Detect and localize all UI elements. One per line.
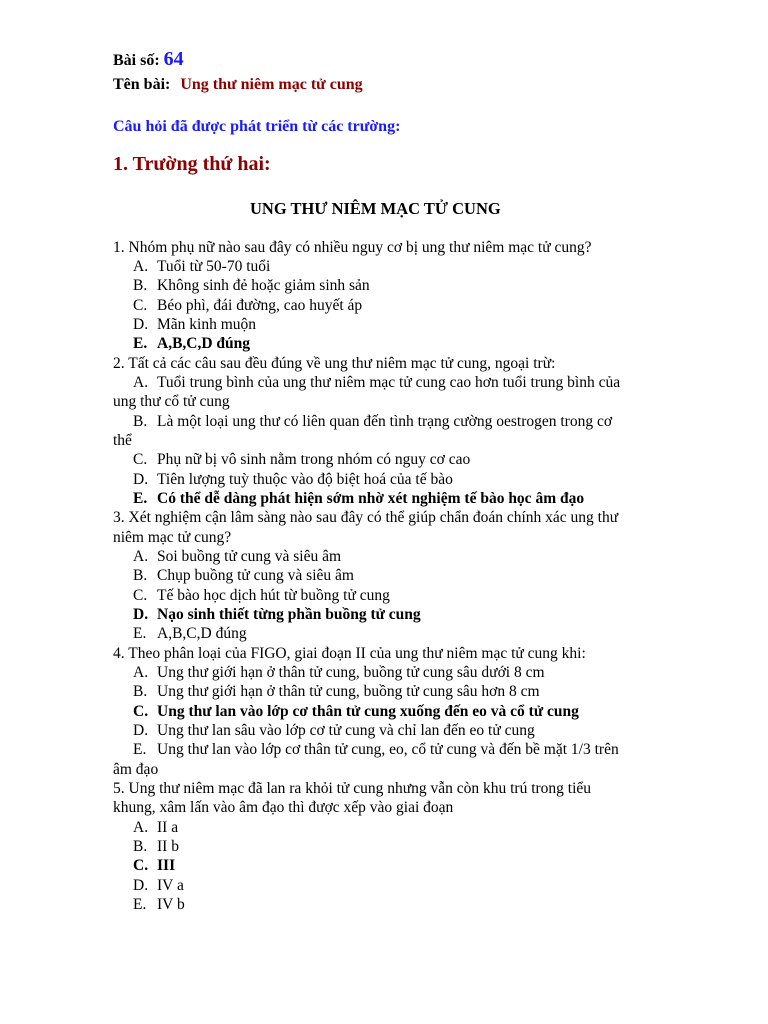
ten-bai-value: Ung thư niêm mạc tử cung (180, 76, 363, 93)
q4-option-d: D. Ung thư lan sâu vào lớp cơ tử cung và chỉ lan đến eo tử cung (133, 722, 535, 739)
q2-option-a: A. Tuổi trung bình của ung thư niêm mạc tử cung cao hơn tuổi trung bình của (133, 374, 621, 391)
ten-bai-line (113, 75, 363, 94)
q3-option-c: C. Tế bào học dịch hút từ buồng tử cung (133, 587, 390, 604)
q1-option-a: A. Tuổi từ 50-70 tuổi (133, 258, 271, 275)
section-heading: 1. Trường thứ hai: (113, 153, 271, 175)
q4-option-e: E. Ung thư lan vào lớp cơ thân tử cung, eo, cổ tử cung và đến bề mặt 1/3 trên (133, 741, 619, 758)
q4-option-e-cont: âm đạo (113, 761, 159, 778)
q2-option-a-cont: ung thư cổ tử cung (113, 393, 230, 410)
q4-option-c: C. Ung thư lan vào lớp cơ thân tử cung xuống đến eo và cổ tử cung (133, 703, 579, 720)
q1-option-d: D. Mãn kinh muộn (133, 316, 257, 333)
q2-option-d: D. Tiên lượng tuỳ thuộc vào độ biệt hoá của tế bào (133, 471, 453, 488)
q3-option-a: A. Soi buồng tử cung và siêu âm (133, 548, 342, 565)
q2-option-e: E. Có thể dễ dàng phát hiện sớm nhờ xét nghiệm tế bào học âm đạo (133, 490, 585, 507)
subtitle: Câu hỏi đã được phát triển từ các trường: (113, 118, 401, 135)
question-3: 3. Xét nghiệm cận lâm sàng nào sau đây có thể giúp chẩn đoán chính xác ung thư (113, 509, 619, 526)
q3-option-b: B. Chụp buồng tử cung và siêu âm (133, 567, 354, 584)
question-5-cont: khung, xâm lấn vào âm đạo thì được xếp vào giai đoạn (113, 799, 454, 816)
q5-option-d: D. IV a (133, 877, 184, 894)
q3-option-e: E. A,B,C,D đúng (133, 625, 247, 642)
question-2: 2. Tất cả các câu sau đều đúng về ung thư niêm mạc tử cung, ngoại trừ: (113, 355, 556, 372)
bai-so-label: Bài số: (113, 52, 160, 69)
q2-option-b-cont: thể (113, 432, 132, 449)
q1-option-b: B. Không sinh đẻ hoặc giảm sinh sản (133, 277, 370, 294)
q4-option-a: A. Ung thư giới hạn ở thân tử cung, buồng tử cung sâu dưới 8 cm (133, 664, 545, 681)
q3-option-d: D. Nạo sinh thiết từng phần buồng tử cung (133, 606, 421, 623)
q2-option-b: B. Là một loại ung thư có liên quan đến tình trạng cường oestrogen trong cơ (133, 413, 613, 430)
q1-option-e: E. A,B,C,D đúng (133, 335, 251, 352)
bai-so-line (113, 50, 184, 70)
q2-option-c: C. Phụ nữ bị vô sinh nằm trong nhóm có nguy cơ cao (133, 451, 471, 468)
q5-option-b: B. II b (133, 838, 179, 855)
question-5: 5. Ung thư niêm mạc đã lan ra khỏi tử cung nhưng vẫn còn khu trú trong tiểu (113, 780, 592, 797)
q5-option-a: A. II a (133, 819, 179, 836)
question-4: 4. Theo phân loại của FIGO, giai đoạn II của ung thư niêm mạc tử cung khi: (113, 645, 586, 662)
question-3-cont: niêm mạc tử cung? (113, 529, 232, 546)
document-title: UNG THƯ NIÊM MẠC TỬ CUNG (250, 199, 501, 218)
q1-option-c: C. Béo phì, đái đường, cao huyết áp (133, 297, 363, 314)
q5-option-e: E. IV b (133, 896, 185, 913)
q4-option-b: B. Ung thư giới hạn ở thân tử cung, buồng tử cung sâu hơn 8 cm (133, 683, 540, 700)
q5-option-c: C. III (133, 857, 176, 874)
bai-so-value: 64 (163, 48, 184, 70)
ten-bai-label: Tên bài: (113, 76, 171, 93)
question-1: 1. Nhóm phụ nữ nào sau đây có nhiều nguy cơ bị ung thư niêm mạc tử cung? (113, 239, 592, 256)
